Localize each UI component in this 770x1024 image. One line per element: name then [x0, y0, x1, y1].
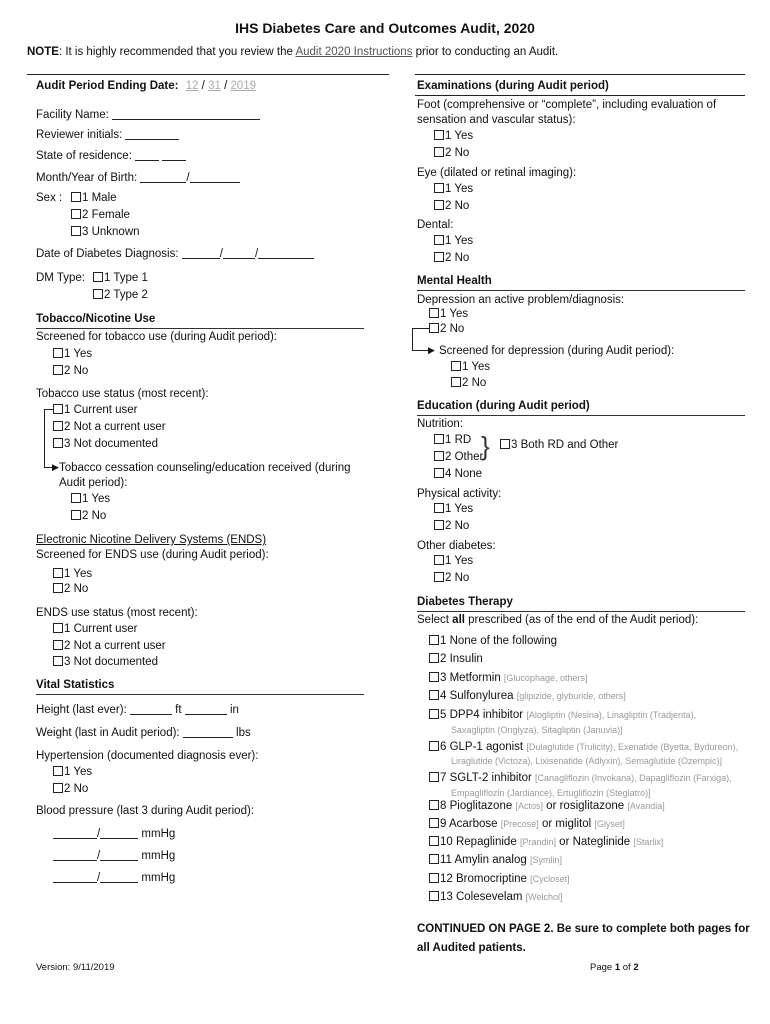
- foot-no[interactable]: 2 No: [434, 145, 469, 161]
- note-text-before: : It is highly recommended that you review the: [58, 46, 296, 58]
- therapy-sglt2[interactable]: 7 SGLT-2 inhibitor [Canagliflozin (Invokana), Dapagliflozin (Farxiga),: [429, 770, 732, 786]
- dental-yes[interactable]: 1 Yes: [434, 233, 473, 249]
- bp-unit-3: mmHg: [141, 872, 176, 884]
- tobacco-screened-yes[interactable]: 1 Yes: [53, 346, 92, 362]
- dental-label: Dental:: [417, 219, 454, 231]
- dm-type-1-option[interactable]: 1 Type 1: [93, 270, 148, 286]
- arrow-icon: ▶: [428, 345, 435, 355]
- other-diabetes-yes[interactable]: 1 Yes: [434, 553, 473, 569]
- sex-option-unknown[interactable]: 3 Unknown: [71, 224, 140, 240]
- continued-note-1: CONTINUED ON PAGE 2. Be sure to complete both pages for: [417, 923, 750, 935]
- hypertension-label: Hypertension (documented diagnosis ever):: [36, 750, 259, 762]
- nutrition-rd[interactable]: 1 RD: [434, 432, 471, 448]
- tobacco-status-not-current[interactable]: 2 Not a current user: [53, 419, 166, 435]
- nutrition-none[interactable]: 4 None: [434, 466, 482, 482]
- ends-status-not-documented[interactable]: 3 Not documented: [53, 654, 158, 670]
- sglt2-brands-2: Empagliflozin (Jardiance), Ertugliflozin (Steglatro)]: [451, 788, 651, 798]
- facility-row: [36, 107, 260, 123]
- diagnosis-date-row: Date of Diabetes Diagnosis: / /: [36, 246, 314, 262]
- depression-label: Depression an active problem/diagnosis:: [417, 294, 625, 306]
- dental-no[interactable]: 2 No: [434, 250, 469, 266]
- therapy-dpp4[interactable]: 5 DPP4 inhibitor [Alogliptin (Nesina), Linagliptin (Tradjenta),: [429, 707, 696, 723]
- bp-systolic-1[interactable]: [53, 827, 97, 839]
- tobacco-status-label: Tobacco use status (most recent):: [36, 388, 209, 400]
- therapy-heading: Diabetes Therapy: [417, 594, 745, 612]
- height-row: [36, 702, 239, 718]
- hypertension-no[interactable]: 2 No: [53, 781, 88, 797]
- other-diabetes-no[interactable]: 2 No: [434, 570, 469, 586]
- therapy-pioglitazone[interactable]: 8 Pioglitazone [Actos] or rosiglitazone [Avandia]: [429, 798, 665, 814]
- cessation-yes[interactable]: 1 Yes: [71, 491, 110, 507]
- ends-screened-yes[interactable]: 1 Yes: [53, 566, 92, 582]
- tobacco-status-not-documented[interactable]: 3 Not documented: [53, 436, 158, 452]
- weight-unit: lbs: [236, 727, 251, 739]
- mental-health-heading: Mental Health: [417, 273, 745, 291]
- bp-unit-1: mmHg: [141, 828, 176, 840]
- therapy-none[interactable]: 1 None of the following: [429, 633, 557, 649]
- education-heading: Education (during Audit period): [417, 398, 745, 416]
- bp-diastolic-2[interactable]: [100, 849, 138, 861]
- reviewer-label: Reviewer initials:: [36, 129, 123, 141]
- therapy-amylin[interactable]: 11 Amylin analog [Symlin]: [429, 852, 562, 868]
- bp-diastolic-1[interactable]: [100, 827, 138, 839]
- ends-heading: Electronic Nicotine Delivery Systems (ENDS): [36, 534, 267, 546]
- dpp4-brands-2: Saxagliptin (Onglyza), Sitagliptin (Januvia)]: [451, 725, 623, 735]
- therapy-acarbose[interactable]: 9 Acarbose [Precose] or miglitol [Glyset]: [429, 816, 625, 832]
- bp-row-3: / mmHg: [53, 870, 175, 886]
- physical-activity-label: Physical activity:: [417, 488, 502, 500]
- tobacco-status-current[interactable]: 1 Current user: [53, 402, 138, 418]
- reviewer-row: [36, 127, 179, 143]
- bp-diastolic-3[interactable]: [100, 871, 138, 883]
- ends-status-current[interactable]: 1 Current user: [53, 621, 138, 637]
- therapy-repaglinide[interactable]: 10 Repaglinide [Prandin] or Nateglinide [Starlix]: [429, 834, 663, 850]
- therapy-colesevelam[interactable]: 13 Colesevelam [Welchol]: [429, 889, 563, 905]
- brace-icon: }: [481, 431, 490, 461]
- height-ft-field[interactable]: [130, 703, 172, 715]
- dm-type-2-option[interactable]: 2 Type 2: [93, 287, 148, 303]
- nutrition-label: Nutrition:: [417, 418, 464, 430]
- other-diabetes-label: Other diabetes:: [417, 540, 496, 552]
- physical-yes[interactable]: 1 Yes: [434, 501, 473, 517]
- note: [27, 44, 558, 60]
- therapy-bromocriptine[interactable]: 12 Bromocriptine [Cycloset]: [429, 871, 570, 887]
- depression-screened-no[interactable]: 2 No: [451, 375, 486, 391]
- height-ft-unit: ft: [175, 704, 182, 716]
- birth-row: Month/Year of Birth: /: [36, 170, 240, 186]
- version-label: Version: 9/11/2019: [36, 962, 115, 973]
- weight-row: [36, 725, 251, 741]
- page-number: Page 1 of 2: [590, 962, 639, 973]
- birth-year-field[interactable]: [190, 171, 240, 183]
- diagnosis-year-field[interactable]: [258, 247, 314, 259]
- physical-no[interactable]: 2 No: [434, 518, 469, 534]
- sex-label: Sex :: [36, 192, 63, 204]
- tobacco-screened-label: Screened for tobacco use (during Audit period):: [36, 331, 278, 343]
- facility-field[interactable]: [112, 108, 260, 120]
- birth-label: Month/Year of Birth:: [36, 172, 138, 184]
- height-in-field[interactable]: [185, 703, 227, 715]
- bp-row-1: / mmHg: [53, 826, 175, 842]
- tobacco-heading: Tobacco/Nicotine Use: [36, 311, 364, 329]
- diagnosis-day-field[interactable]: [223, 247, 255, 259]
- diagnosis-month-field[interactable]: [182, 247, 220, 259]
- state-row: [36, 148, 186, 164]
- arrow-icon: ▶: [52, 462, 59, 472]
- eye-label: Eye (dilated or retinal imaging):: [417, 167, 577, 179]
- instructions-link[interactable]: Audit 2020 Instructions: [295, 46, 413, 58]
- cessation-label-2: Audit period):: [59, 477, 128, 489]
- vitals-heading: Vital Statistics: [36, 677, 364, 695]
- therapy-sulfonylurea[interactable]: 4 Sulfonylurea [glipizide, glyburide, others]: [429, 688, 626, 704]
- diagnosis-date-label: Date of Diabetes Diagnosis:: [36, 248, 179, 260]
- exams-heading: Examinations (during Audit period): [417, 80, 609, 92]
- depression-screened-label: Screened for depression (during Audit period):: [439, 345, 675, 357]
- birth-month-field[interactable]: [140, 171, 186, 183]
- audit-month[interactable]: 12: [185, 80, 199, 92]
- audit-period-label: Audit Period Ending Date:: [36, 80, 179, 92]
- height-label: Height (last ever):: [36, 704, 127, 716]
- cessation-label-1: Tobacco cessation counseling/education received (during: [59, 462, 351, 474]
- hypertension-yes[interactable]: 1 Yes: [53, 764, 92, 780]
- bp-systolic-2[interactable]: [53, 849, 97, 861]
- bp-unit-2: mmHg: [141, 850, 176, 862]
- audit-year[interactable]: 2019: [230, 80, 257, 92]
- weight-label: Weight (last in Audit period):: [36, 727, 180, 739]
- bp-row-2: / mmHg: [53, 848, 175, 864]
- height-in-unit: in: [229, 704, 239, 716]
- eye-no[interactable]: 2 No: [434, 198, 469, 214]
- page-title: IHS Diabetes Care and Outcomes Audit, 2020: [235, 20, 535, 36]
- audit-period-row: Audit Period Ending Date: 12 / 31 / 2019: [36, 80, 257, 92]
- therapy-insulin[interactable]: 2 Insulin: [429, 651, 483, 667]
- bp-label: Blood pressure (last 3 during Audit period):: [36, 805, 254, 817]
- foot-label-2: sensation and vascular status):: [417, 114, 576, 126]
- ends-status-label: ENDS use status (most recent):: [36, 607, 198, 619]
- cessation-no[interactable]: 2 No: [71, 508, 106, 524]
- state-label: State of residence:: [36, 150, 132, 162]
- dm-type-label: DM Type:: [36, 272, 85, 284]
- facility-label: Facility Name:: [36, 109, 109, 121]
- state-field-2[interactable]: [162, 149, 186, 161]
- sex-option-male[interactable]: 1 Male: [71, 190, 117, 206]
- bp-systolic-3[interactable]: [53, 871, 97, 883]
- nutrition-other[interactable]: 2 Other: [434, 449, 483, 465]
- ends-status-not-current[interactable]: 2 Not a current user: [53, 638, 166, 654]
- therapy-select-row: Select all prescribed (as of the end of the Audit period):: [417, 614, 699, 626]
- ends-screened-no[interactable]: 2 No: [53, 581, 88, 597]
- state-field-1[interactable]: [135, 149, 159, 161]
- weight-field[interactable]: [183, 726, 233, 738]
- reviewer-field[interactable]: [125, 128, 179, 140]
- eye-yes[interactable]: 1 Yes: [434, 181, 473, 197]
- note-label: NOTE: [27, 46, 59, 58]
- continued-note-2: all Audited patients.: [417, 942, 526, 954]
- glp1-brands-2: Liraglutide (Victoza), Lixisenatide (Adlyxin), Semaglutide (Ozempic)]: [451, 756, 722, 766]
- therapy-glp1[interactable]: 6 GLP-1 agonist [Dulaglutide (Trulicity), Exenatide (Byetta, Bydureon),: [429, 739, 738, 755]
- tobacco-screened-no[interactable]: 2 No: [53, 363, 88, 379]
- foot-label-1: Foot (comprehensive or “complete”, including evaluation of: [417, 99, 717, 111]
- therapy-metformin[interactable]: 3 Metformin [Glucophage, others]: [429, 670, 587, 686]
- nutrition-both[interactable]: 3 Both RD and Other: [500, 437, 618, 453]
- depression-no[interactable]: 2 No: [429, 321, 464, 337]
- ends-screened-label: Screened for ENDS use (during Audit period):: [36, 549, 269, 561]
- foot-yes[interactable]: 1 Yes: [434, 128, 473, 144]
- depression-yes[interactable]: 1 Yes: [429, 306, 468, 322]
- depression-screened-yes[interactable]: 1 Yes: [451, 359, 490, 375]
- note-text-after: prior to conducting an Audit.: [412, 46, 559, 58]
- sex-option-female[interactable]: 2 Female: [71, 207, 130, 223]
- audit-day[interactable]: 31: [208, 80, 221, 92]
